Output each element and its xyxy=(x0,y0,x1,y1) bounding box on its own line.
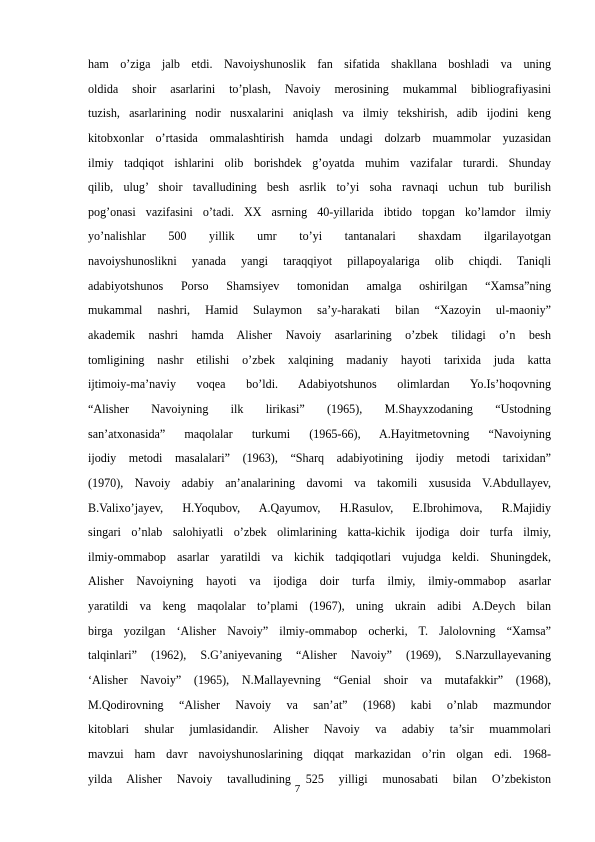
text-line: kitoblari shular jumlasidandir. Alisher Navoiy va adabiy ta’sir muammolari xyxy=(88,722,551,737)
text-line: yilda Alisher Navoiy tavalludining 525 yilligi munosabati bilan O’zbekiston xyxy=(88,771,551,786)
text-line: ilmiy tadqiqot ishlarini olib borishdek g’oyatda muhim vazifalar turardi. Shunday xyxy=(88,155,551,170)
text-line: ‘Alisher Navoiy” (1965), N.Mallayevning “Genial shoir va mutafakkir” (1968), xyxy=(88,673,551,688)
text-line: (1970), Navoiy adabiy an’analarining davomi va takomili xususida V.Abdullayev, xyxy=(88,475,551,490)
text-line: Alisher Navoiyning hayoti va ijodiga doir turfa ilmiy, ilmiy-ommabop asarlar xyxy=(88,574,551,589)
text-line: tuzish, asarlarining nodir nusxalarini aniqlash va ilmiy tekshirish, adib ijodini keng xyxy=(88,106,551,121)
text-line: ijodiy metodi masalalari” (1963), “Sharq adabiyotining ijodiy metodi tarixidan” xyxy=(88,451,551,466)
text-line: B.Valixo’jayev, H.Yoqubov, A.Qayumov, H.Rasulov, E.Ibrohimova, R.Majidiy xyxy=(88,500,551,515)
text-line: “Alisher Navoiyning ilk lirikasi” (1965), M.Shayxzodaning “Ustodning xyxy=(88,401,551,416)
text-line: oldida shoir asarlarini to’plash, Navoiy merosining mukammal bibliografiyasini xyxy=(88,81,551,96)
text-line: tomligining nashr etilishi o’zbek xalqining madaniy hayoti tarixida juda katta xyxy=(88,352,551,367)
text-line: M.Qodirovning “Alisher Navoiy va san’at” (1968) kabi o’nlab mazmundor xyxy=(88,697,551,712)
page-number: 7 xyxy=(294,783,301,795)
text-line: ijtimoiy-ma’naviy voqea bo’ldi. Adabiyotshunos olimlardan Yo.Is’hoqovning xyxy=(88,377,551,392)
text-line: mavzui ham davr navoiyshunoslarining diqqat markazidan o’rin olgan edi. 1968- xyxy=(88,746,551,761)
text-line: yaratildi va keng maqolalar to’plami (1967), uning ukrain adibi A.Deych bilan xyxy=(88,599,551,614)
text-line: ham o’ziga jalb etdi. Navoiyshunoslik fan sifatida shakllana boshladi va uning xyxy=(88,57,551,71)
text-line: singari o’nlab salohiyatli o’zbek olimlarining katta-kichik ijodiga doir turfa ilmiy, xyxy=(88,525,551,540)
text-line: adabiyotshunos Porso Shamsiyev tomonidan amalga oshirilgan “Xamsa”ning xyxy=(88,278,551,293)
text-line: mukammal nashri, Hamid Sulaymon sa’y-harakati bilan “Xazoyin ul-maoniy” xyxy=(88,303,551,318)
text-line: pog’onasi vazifasini o’tadi. XX asrning 40-yillarida ibtido topgan ko’lamdor ilmiy xyxy=(88,204,551,219)
text-line: qilib, ulug’ shoir tavalludining besh asrlik to’yi soha ravnaqi uchun tub burilish xyxy=(88,180,551,195)
text-line: navoiyshunoslikni yanada yangi taraqqiyot pillapoyalariga olib chiqdi. Taniqli xyxy=(88,254,551,269)
text-line: akademik nashri hamda Alisher Navoiy asarlarining o’zbek tilidagi o’n besh xyxy=(88,328,551,343)
text-line: san’atxonasida” maqolalar turkumi (1965-66), A.Hayitmetovning “Navoiyning xyxy=(88,426,551,441)
text-line: yo’nalishlar 500 yillik umr to’yi tantanalari shaxdam ilgarilayotgan xyxy=(88,229,551,244)
text-line: birga yozilgan ‘Alisher Navoiy” ilmiy-ommabop ocherki, T. Jalolovning “Xamsa” xyxy=(88,623,551,638)
text-line: ilmiy-ommabop asarlar yaratildi va kichik tadqiqotlari vujudga keldi. Shuningdek, xyxy=(88,549,551,564)
text-line: kitobxonlar o’rtasida ommalashtirish hamda undagi dolzarb muammolar yuzasidan xyxy=(88,130,551,145)
text-line: talqinlari” (1962), S.G’aniyevaning “Alisher Navoiy” (1969), S.Narzullayevaning xyxy=(88,648,551,663)
body-text xyxy=(88,52,551,791)
